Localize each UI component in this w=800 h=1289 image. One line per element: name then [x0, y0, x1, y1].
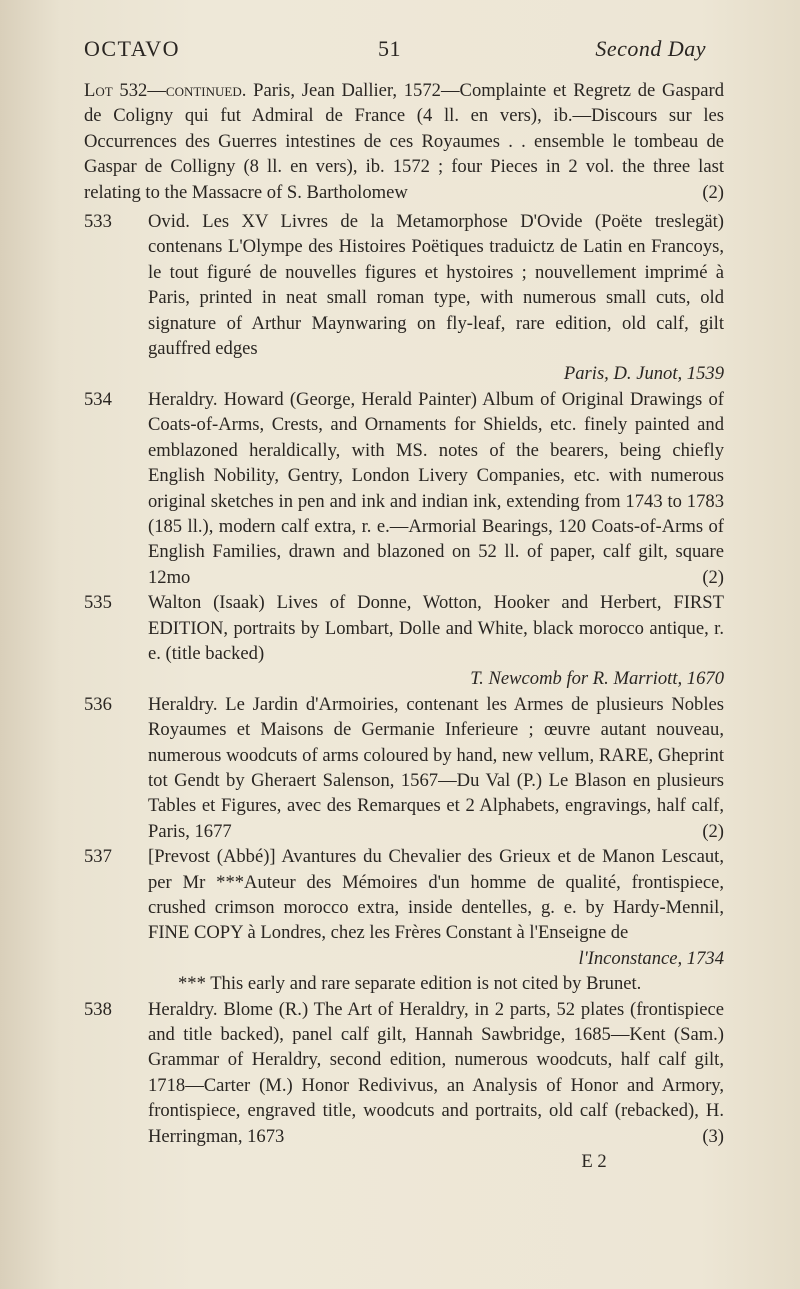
continued-text: Paris, Jean Dallier, 1572—Complainte et Regretz de Gaspard de Coligny qui fut Admiral de France (4 ll. en vers), ib.—Discours sur les Occurrences des Guerres intestines de ces Royaumes . . ensemble le tombeau de Gaspar de Colligny (8 ll. en vers), ib. 1572 ; four Pieces in 2 vol. the three last relating to the Massacre of S. Bartholomew: [84, 80, 725, 203]
lot-description: Heraldry. Blome (R.) The Art of Heraldry, in 2 parts, 52 plates (frontispiece and title backed), panel calf gilt, Hannah Sawbridge, 1685—Kent (Sam.) Grammar of Heraldry, second edition, numerous woodcuts, half calf gilt, 1718—Carter (M.) Honor Redivivus, an Analysis of Honor and Armory, frontispiece, engraved title, woodcuts and portraits, old calf (rebacked), H. Herringman, 1673: [148, 998, 724, 1147]
signature-mark: E 2: [581, 1151, 607, 1173]
lot-description: Heraldry. Howard (George, Herald Painter) Album of Original Drawings of Coats-of-Arms, Crests, and Ornaments for Shields, etc. finely painted and emblazoned heraldically, with MS. notes of the bearers, being chiefly English Nobility, Gentry, London Livery Companies, etc. with numerous original sketches in pen and ink and indian ink, extending from 1743 to 1783 (185 ll.), modern calf extra, r. e.—Armorial Bearings, 120 Coats-of-Arms of English Families, drawn and blazoned on 52 ll. of paper, calf gilt, square 12mo: [148, 388, 724, 588]
lot-imprint: T. Newcomb for R. Marriott, 1670: [470, 668, 724, 690]
lot-description: Heraldry. Le Jardin d'Armoiries, contenant les Armes de plusieurs Nobles Royaumes et Maisons de Germanie Inferieure ; œuvre autant nouveau, numerous woodcuts of arms coloured by hand, new vellum, RARE, Gheprint tot Gendt by Gheraert Salenson, 1567—Du Val (P.) Le Blason en plusieurs Tables et Figures, avec des Remarques et 2 Alphabets, engravings, half calf, Paris, 1677: [148, 693, 724, 842]
lot-536: [84, 692, 724, 844]
lot-number: 538: [84, 998, 112, 1020]
page-header: [84, 36, 706, 66]
lot-count: (2): [702, 566, 724, 588]
lot-number: 533: [84, 211, 112, 233]
lot-537: [84, 844, 724, 996]
lot-533: [84, 209, 724, 387]
lot-number: 537: [84, 846, 112, 868]
header-format: OCTAVO: [84, 36, 181, 61]
lot-count: (2): [702, 820, 724, 842]
lot-imprint: Paris, D. Junot, 1539: [563, 363, 724, 385]
lot-534: [84, 387, 724, 590]
lot-description: Walton (Isaak) Lives of Donne, Wotton, Hooker and Herbert, FIRST EDITION, portraits by Lombart, Dolle and White, black morocco antique, r. e. (title backed): [148, 592, 724, 664]
lot-imprint: l'Inconstance, 1734: [578, 947, 724, 969]
continued-count: (2): [702, 181, 724, 203]
lot-description: Ovid. Les XV Livres de la Metamorphose D'Ovide (Poëte treslegät) contenans L'Olympe des Histoires Poëtiques traduictz de Latin en Francoys, le tout figuré de nouvelles figures et hystoires ; nouvellement imprimé à Paris, printed in neat small roman type, with numerous small cuts, old signature of Arthur Maynwaring on fly-leaf, rare edition, old calf, gilt gauffred edges: [148, 211, 724, 360]
lot-number: 534: [84, 388, 112, 410]
lot-note: *** This early and rare separate edition is not cited by Brunet.: [178, 973, 642, 995]
lot-description: [Prevost (Abbé)] Avantures du Chevalier des Grieux et de Manon Lescaut, per Mr ***Auteur des Mémoires d'un homme de qualité, frontispiece, crushed crimson morocco extra, inside dentelles, g. e. by Hardy-Mennil, FINE COPY à Londres, chez les Frères Constant à l'Enseigne de: [148, 846, 724, 944]
lot-538: [84, 997, 724, 1149]
lot-number: 535: [84, 592, 112, 614]
lot-535: [84, 590, 724, 692]
continued-label: Lot 532—continued.: [84, 80, 247, 101]
lot-count: (3): [702, 1125, 724, 1147]
lot-continued: [84, 78, 724, 205]
lot-number: 536: [84, 693, 112, 715]
header-page-number: 51: [378, 36, 401, 61]
header-day: Second Day: [595, 36, 706, 61]
lot-entries: [84, 78, 724, 1174]
